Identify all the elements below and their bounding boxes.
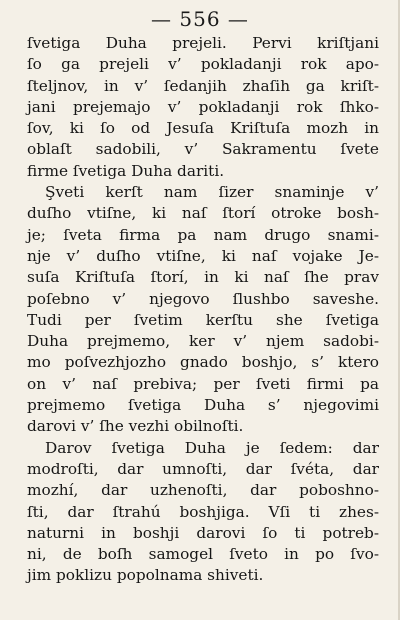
text-line: Darov ſvetiga Duha je ſedem: dar — [45, 438, 379, 457]
text-line: duſho vtiſne, ki naſ ſtorí otroke bosh- — [27, 204, 379, 223]
text-line: ſov, ki ſo od Jesuſa Kriſtuſa mozh in — [27, 119, 379, 138]
text-line: on v’ naſ prebiva; per ſveti firmi pa — [27, 374, 379, 393]
text-line: Tudi per ſvetim kerſtu she ſvetiga — [27, 310, 379, 329]
text-line: Şveti kerſt nam ſizer snaminje v’ — [45, 183, 379, 202]
text-line: suſa Kriſtuſa ſtorí, in ki naſ ſhe prav — [27, 268, 379, 287]
text-line: Duha prejmemo, ker v’ njem sadobi- — [27, 332, 379, 351]
text-line: prejmemo ſvetiga Duha s’ njegovimi — [27, 396, 379, 415]
text-line: modroſti, dar umnoſti, dar ſvéta, dar — [27, 459, 379, 478]
text-line: ſteljnov, in v’ ſedanjih zhaſih ga kriſt- — [27, 76, 379, 95]
text-line: jim poklizu popolnama shiveti. — [27, 566, 264, 585]
text-line: firme ſvetiga Duha dariti. — [27, 161, 225, 180]
text-line: naturni in boshji darovi ſo ti potreb- — [27, 523, 379, 542]
text-line: mozhí, dar uzhenoſti, dar poboshno- — [27, 481, 379, 500]
text-line: jani prejemajo v’ pokladanji rok ſhko- — [27, 97, 379, 116]
text-line: mo poſvezhjozho gnado boshjo, s’ ktero — [27, 353, 379, 372]
text-line: ſti, dar ſtrahú boshjiga. Vſi ti zhes- — [27, 502, 379, 521]
page-number: — 556 — — [151, 7, 249, 31]
text-line: ſo ga prejeli v’ pokladanji rok apo- — [27, 55, 379, 74]
text-line: nje v’ duſho vtiſne, ki naſ vojake Je- — [27, 246, 379, 265]
text-line: oblaſt sadobili, v’ Sakramentu ſvete — [27, 140, 379, 159]
text-line: darovi v’ ſhe vezhi obilnoſti. — [27, 417, 244, 436]
body-text — [27, 33, 379, 587]
text-line: ni, de boſh samogel ſveto in po ſvo- — [27, 545, 379, 564]
text-line: je; ſveta firma pa nam drugo snami- — [27, 225, 379, 244]
text-line: ſvetiga Duha prejeli. Pervi kriſtjani — [27, 34, 379, 52]
text-line: poſebno v’ njegovo ſlushbo saveshe. — [27, 289, 379, 308]
